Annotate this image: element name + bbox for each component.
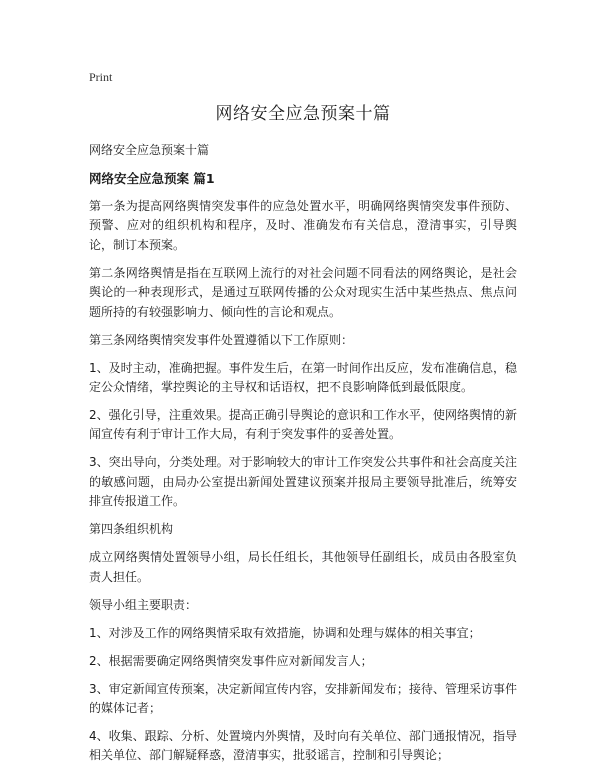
document-subtitle: 网络安全应急预案十篇 xyxy=(89,143,210,157)
document-page xyxy=(89,70,517,774)
paragraph-duties-heading: 领导小组主要职责： xyxy=(89,597,198,612)
section-heading: 网络安全应急预案 篇1 xyxy=(89,171,215,186)
paragraph-article-3: 第三条网络舆情突发事件处置遵循以下工作原则： xyxy=(89,332,354,347)
paragraph-organization: 成立网络舆情处置领导小组，局长任组长，其他领导任副组长，成员由各股室负责人担任。 xyxy=(89,550,517,584)
paragraph-article-2: 第二条网络舆情是指在互联网上流行的对社会问题不同看法的网络舆论，是社会舆论的一种表现形式，是通过互联网传播的公众对现实生活中某些热点、焦点问题所持的有较强影响力、倾向性的言论和观点。 xyxy=(89,265,517,319)
paragraph-duty-1: 1、对涉及工作的网络舆情采取有效措施，协调和处理与媒体的相关事宜； xyxy=(89,625,481,640)
paragraph-duty-4: 4、收集、跟踪、分析、处置境内外舆情，及时向有关单位、部门通报情况，指导相关单位、部门解疑释惑，澄清事实，批驳谣言，控制和引导舆论； xyxy=(89,729,517,763)
document-title: 网络安全应急预案十篇 xyxy=(215,104,391,124)
paragraph-article-1: 第一条为提高网络舆情突发事件的应急处置水平，明确网络舆情突发事件预防、预警、应对的组织机构和程序，及时、准确发布有关信息，澄清事实，引导舆论，制订本预案。 xyxy=(89,199,517,252)
paragraph-principle-1: 1、及时主动，准确把握。事件发生后，在第一时间作出反应，发布准确信息，稳定公众情绪，掌控舆论的主导权和话语权，把不良影响降低到最低限度。 xyxy=(89,360,517,395)
print-label: Print xyxy=(89,70,113,84)
document-body xyxy=(89,197,517,766)
paragraph-duty-2: 2、根据需要确定网络舆情突发事件应对新闻发言人； xyxy=(89,653,373,668)
paragraph-article-4: 第四条组织机构 xyxy=(89,522,174,537)
paragraph-principle-2: 2、强化引导，注重效果。提高正确引导舆论的意识和工作水平，使网络舆情的新闻宣传有利于审计工作大局，有利于突发事件的妥善处置。 xyxy=(89,408,517,442)
paragraph-principle-3: 3、突出导向，分类处理。对于影响较大的审计工作突发公共事件和社会高度关注的敏感问题，由局办公室提出新闻处置建议预案并报局主要领导批准后，统筹安排宣传报道工作。 xyxy=(89,455,517,509)
paragraph-duty-3: 3、审定新闻宣传预案，决定新闻宣传内容，安排新闻发布；接待、管理采访事件的媒体记者； xyxy=(89,681,517,716)
